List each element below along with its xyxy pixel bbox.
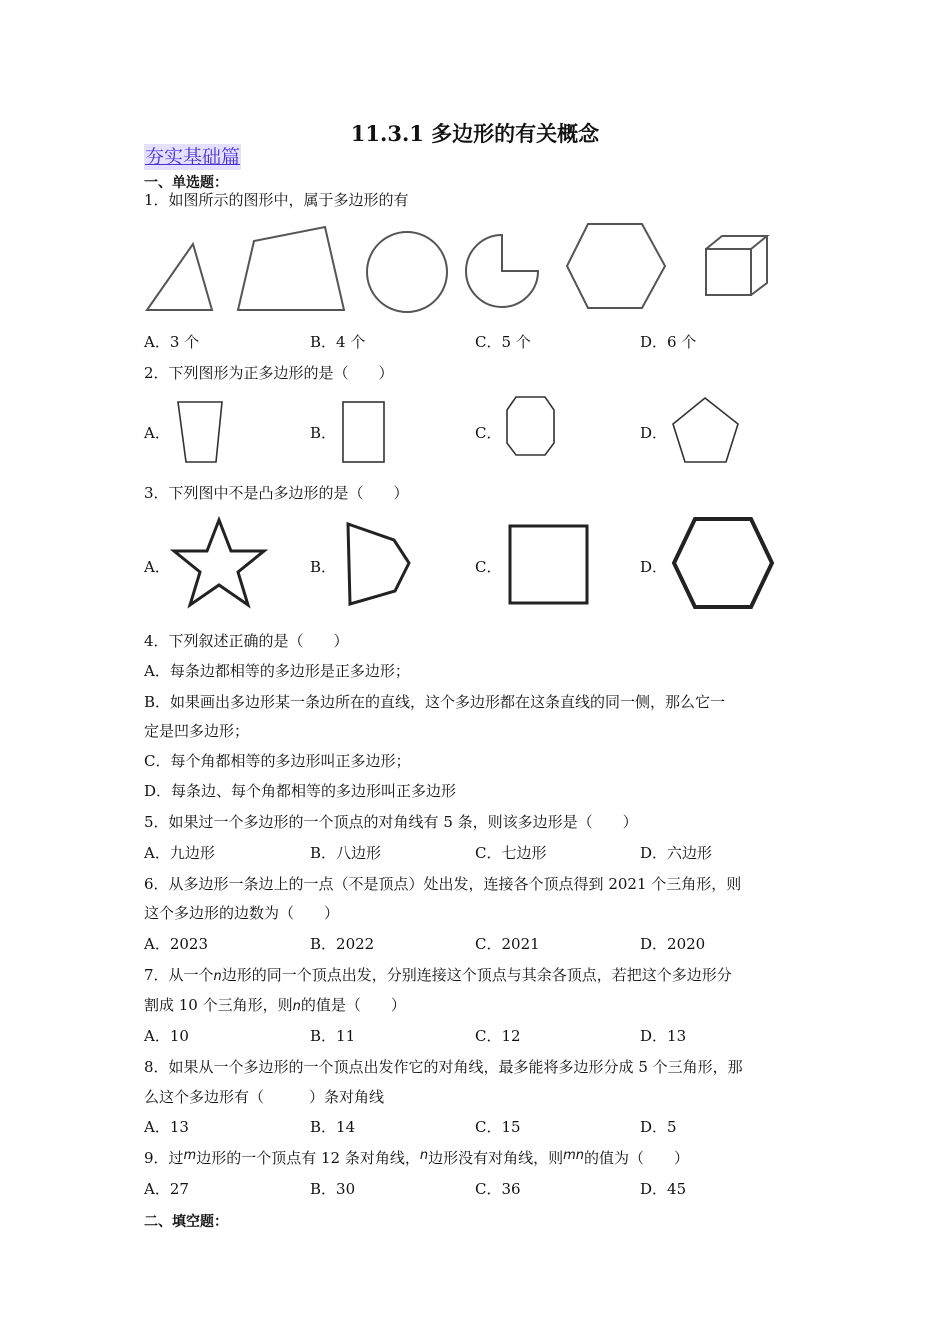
variable-n: n [213, 969, 222, 984]
question-5-option-b[interactable]: B．八边形 [310, 844, 382, 862]
question-5-option-a[interactable]: A．九边形 [144, 844, 215, 862]
question-1-option-a[interactable]: A．3 个 [144, 333, 200, 351]
question-3-option-d[interactable]: D． [640, 558, 668, 576]
square-figure [510, 526, 587, 603]
question-6-option-d[interactable]: D．2020 [640, 935, 706, 953]
question-7-stem-line1: 7．从一个n边形的同一个顶点出发，分别连接这个顶点与其余各顶点，若把这个多边形分 [144, 966, 732, 984]
variable-n: n [292, 999, 301, 1014]
question-2-option-c[interactable]: C． [475, 424, 502, 442]
question-3-stem: 3．下列图中不是凸多边形的是（ ） [144, 484, 409, 502]
page-title: 11.3.1 多边形的有关概念 [350, 121, 600, 146]
question-3-option-c[interactable]: C． [475, 558, 502, 576]
question-2-option-a[interactable]: A． [144, 424, 170, 442]
question-5-option-c[interactable]: C．七边形 [475, 844, 547, 862]
question-1-option-d[interactable]: D．6 个 [640, 333, 697, 351]
question-2-option-b[interactable]: B． [310, 424, 337, 442]
question-5-stem: 5．如果过一个多边形的一个顶点的对角线有 5 条，则该多边形是（ ） [144, 813, 638, 831]
question-2-option-d[interactable]: D． [640, 424, 668, 442]
question-8-stem-line2: 么这个多边形有（ ）条对角线 [144, 1088, 385, 1106]
question-4-option-a[interactable]: A．每条边都相等的多边形是正多边形； [144, 662, 410, 680]
part-heading-single-choice: 一、单选题： [144, 175, 228, 191]
section-tag: 夯实基础篇 [145, 146, 241, 168]
question-6-stem-line2: 这个多边形的边数为（ ） [144, 904, 340, 922]
part-heading-fill-in: 二、填空题： [144, 1214, 228, 1230]
question-7-stem-line2: 割成 10 个三角形，则n的值是（ ） [144, 996, 406, 1014]
question-7-option-a[interactable]: A．10 [144, 1027, 189, 1045]
question-1-option-c[interactable]: C．5 个 [475, 333, 531, 351]
question-4-stem: 4．下列叙述正确的是（ ） [144, 632, 349, 650]
question-6-option-a[interactable]: A．2023 [144, 935, 209, 953]
question-9-option-b[interactable]: B．30 [310, 1180, 356, 1198]
question-8-option-a[interactable]: A．13 [144, 1118, 189, 1136]
star-figure [174, 520, 264, 605]
question-3-figures [0, 0, 950, 620]
question-1-stem: 1．如图所示的图形中，属于多边形的有 [144, 191, 409, 209]
variable-n: n [419, 1148, 429, 1163]
question-7-option-c[interactable]: C．12 [475, 1027, 521, 1045]
question-2-stem: 2．下列图形为正多边形的是（ ） [144, 364, 394, 382]
hexagon-bold-figure [674, 519, 772, 607]
question-3-option-b[interactable]: B． [310, 558, 337, 576]
question-4-option-d[interactable]: D．每条边、每个角都相等的多边形叫正多边形 [144, 782, 457, 800]
question-9-option-d[interactable]: D．45 [640, 1180, 687, 1198]
question-5-option-d[interactable]: D．六边形 [640, 844, 713, 862]
question-8-option-c[interactable]: C．15 [475, 1118, 521, 1136]
question-7-option-d[interactable]: D．13 [640, 1027, 687, 1045]
question-4-option-b-line2[interactable]: 定是凹多边形； [144, 722, 250, 740]
question-6-option-c[interactable]: C．2021 [475, 935, 540, 953]
question-9-option-c[interactable]: C．36 [475, 1180, 521, 1198]
question-7-option-b[interactable]: B．11 [310, 1027, 356, 1045]
question-8-stem-line1: 8．如果从一个多边形的一个顶点出发作它的对角线，最多能将多边形分成 5 个三角形，那 [144, 1058, 743, 1076]
variable-mn: mn [563, 1148, 585, 1163]
question-3-option-a[interactable]: A． [144, 558, 170, 576]
question-9-option-a[interactable]: A．27 [144, 1180, 189, 1198]
question-8-option-b[interactable]: B．14 [310, 1118, 356, 1136]
question-4-option-c[interactable]: C．每个角都相等的多边形叫正多边形； [144, 752, 411, 770]
question-6-stem-line1: 6．从多边形一条边上的一点（不是顶点）处出发，连接各个顶点得到 2021 个三角形，则 [144, 875, 742, 893]
question-1-option-b[interactable]: B．4 个 [310, 333, 366, 351]
question-4-option-b-line1[interactable]: B．如果画出多边形某一条边所在的直线，这个多边形都在这条直线的同一侧，那么它一 [144, 693, 726, 711]
pentagon-irregular-figure [348, 524, 409, 604]
variable-m: m [183, 1148, 197, 1163]
question-8-option-d[interactable]: D．5 [640, 1118, 677, 1136]
question-9-stem: 9．过m边形的一个顶点有 12 条对角线，n边形没有对角线，则mn的值为（ ） [144, 1148, 690, 1167]
question-6-option-b[interactable]: B．2022 [310, 935, 375, 953]
